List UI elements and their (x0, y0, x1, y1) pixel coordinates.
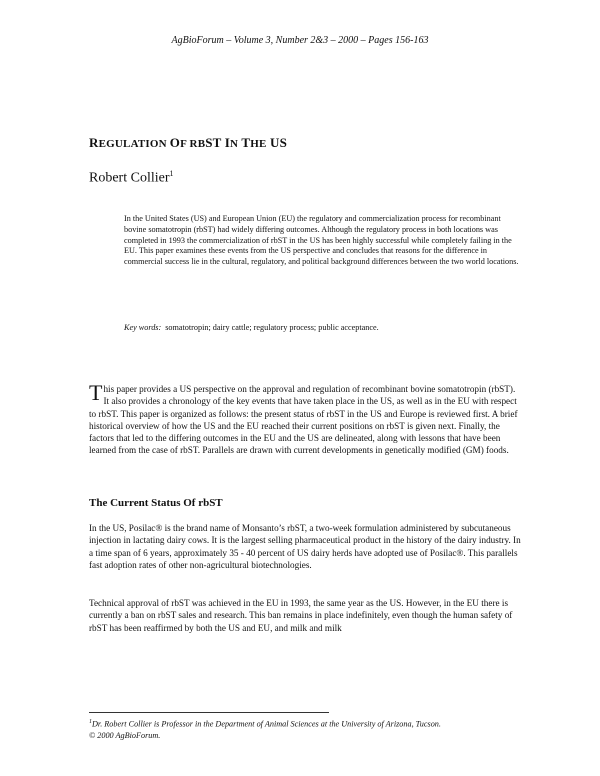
title-fragment: T (238, 135, 251, 150)
footnote-text: Dr. Robert Collier is Professor in the Department of Animal Sciences at the University of Arizona, Tucson. (92, 719, 441, 729)
footnote (89, 717, 549, 742)
intro-paragraph (89, 380, 521, 457)
body-paragraph-1: In the US, Posilac® is the brand name of Monsanto’s rbST, a two-week formulation administered by subcutaneous injection in lactating dairy cows. It is the largest selling pharmaceutical product in the history of the dairy industry. In a time span of 6 years, approximately 35 - 40 percent of US dairy herds have adopted use of Posilac®. This parallels fast adoption rates of other non-agricultural biotechnologies. (89, 523, 521, 570)
abstract: In the United States (US) and European Union (EU) the regulatory and commercialization process for recombinant bovine somatotropin (rbST) had widely differing outcomes. Although the regulatory process in both locations was completed in 1993 the commercialization of rbST in the US has been highly successful while completely failing in the EU. This paper examines these events from the US perspective and concludes that reasons for the difference in commercial success lie in the cultural, regulatory, and political background differences between the two world locations. (124, 214, 519, 267)
journal-header: AgBioForum – Volume 3, Number 2&3 – 2000 – Pages 156-163 (171, 35, 429, 46)
title-fragment: EGULATION (98, 138, 167, 150)
paper-title (89, 135, 287, 151)
title-fragment: HE (250, 138, 267, 150)
title-fragment: F RB (180, 138, 206, 150)
copyright: © 2000 AgBioForum. (89, 731, 161, 741)
author-name: Robert Collier (89, 170, 170, 186)
section-heading: The Current Status Of rbST (89, 497, 223, 509)
title-fragment: R (89, 135, 99, 150)
title-fragment: ST (205, 135, 225, 150)
author-footnote-mark: 1 (169, 169, 174, 178)
keywords-label: Key words: (124, 323, 162, 332)
body-paragraph-2: Technical approval of rbST was achieved in the EU in 1993, the same year as the US. However, in the EU there is currently a ban on rbST sales and research. This ban remains in place indefinitely, even though the human safety of rbST has been reaffirmed by both the US and EU, and milk and milk (89, 598, 513, 633)
title-fragment: N (230, 138, 239, 150)
title-fragment: US (266, 135, 288, 150)
keywords-text: somatotropin; dairy cattle; regulatory process; public acceptance. (165, 323, 379, 332)
intro-text: his paper provides a US perspective on the approval and regulation of recombinant bovine somatotropin (rbST). It also provides a chronology of the key events that have taken place in the US, as well as in the EU with respect to rbST. This paper is organized as follows: the present status of rbST in the US and Europe is reviewed first. A brief historical overview of how the US and the EU reached their current positions on rbST is given next. Finally, the factors that led to the differing outcomes in the EU and the US are delineated, along with lessons that have been learned from the case of rbST. Parallels are drawn with current developments in genetically modified (GM) foods. (89, 384, 518, 456)
drop-cap: T (89, 380, 103, 405)
footnote-mark: 1 (89, 719, 92, 725)
author-line (89, 169, 174, 187)
title-fragment: I (224, 135, 231, 150)
title-fragment: O (169, 135, 181, 150)
keywords (124, 323, 524, 332)
footnote-divider (89, 712, 329, 713)
